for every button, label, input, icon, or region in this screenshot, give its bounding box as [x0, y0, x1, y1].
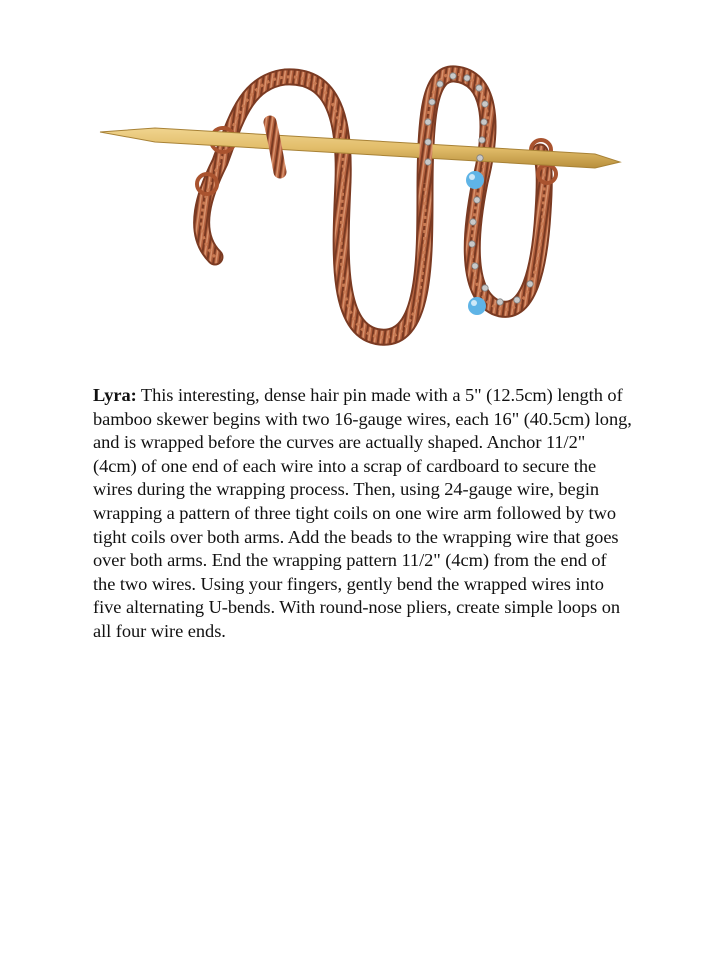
project-name: Lyra:: [93, 385, 137, 405]
project-instructions: This interesting, dense hair pin made with a 5" (12.5cm) length of bamboo skewer begins with two 16-gauge wires, each 16" (40.5cm) long, and is wrapped before the curves are actually shaped. Anchor 11/2" (4cm) of one end of each wire into a scrap of cardboard to secure the wires during the wrapping process. Then, using 24-gauge wire, begin wrapping a pattern of three tight coils on one wire arm followed by two tight coils over both arms. Add the beads to the wrapping wire that goes over both arms. End the wrapping pattern 11/2" (4cm) from the end of the two wires. Using your fingers, gently bend the wrapped wires into five alternating U-bends. With round-nose pliers, create simple loops on all four wire ends.: [93, 385, 632, 641]
hair-pin-illustration: [95, 62, 625, 362]
hair-pin-photo: [95, 62, 625, 362]
wrapped-wire-front: [270, 122, 280, 172]
project-description: [93, 384, 633, 644]
